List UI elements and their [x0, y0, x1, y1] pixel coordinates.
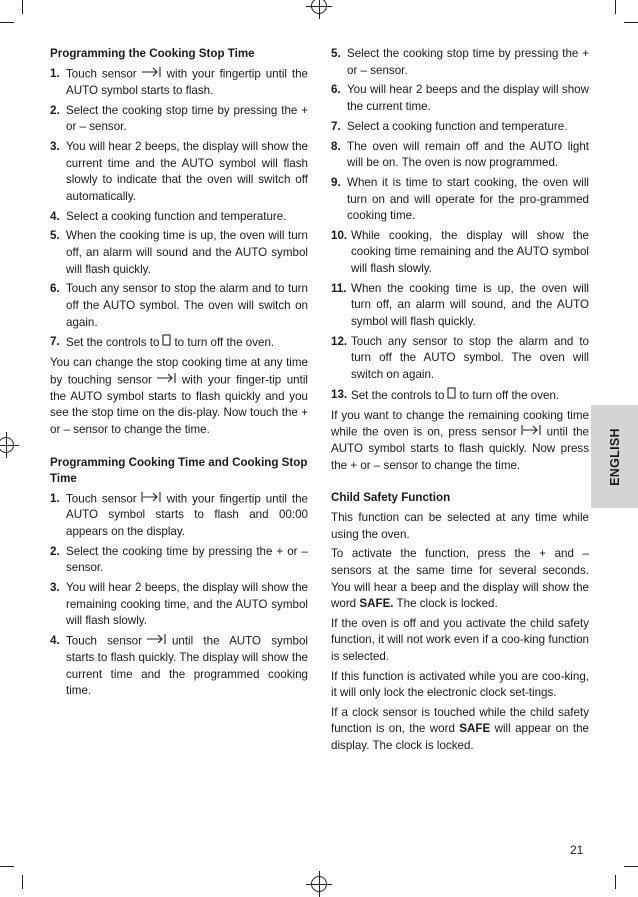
stop-time-steps — [50, 66, 308, 352]
section-heading-child-safety: Child Safety Function — [331, 491, 451, 505]
paragraph: If this function is activated while you are coo-king, it will only lock the electronic clock set-tings. — [331, 669, 589, 700]
list-item: 4. Touch sensor until the AUTO symbol starts to flash quickly. The display will show the current time and the programmed cooking time. — [50, 634, 308, 698]
list-item: 8. The oven will remain off and the AUTO light will be on. The oven is now programmed. — [331, 139, 589, 170]
crop-mark — [624, 22, 638, 23]
list-item: 1. Touch sensor with your fingertip until the AUTO symbol starts to flash. — [50, 67, 308, 97]
section-heading-cooking-time: Programming Cooking Time and Cooking Stop Time — [50, 455, 308, 485]
paragraph: To activate the function, press the + and – sensors at the same time for several seconds. You will hear a beep and the display will show the word SAFE. The clock is locked. — [331, 547, 589, 611]
crop-mark — [624, 866, 638, 867]
list-item: 7. Set the controls to to turn off the oven. — [50, 334, 308, 352]
cooking-time-steps-continued — [331, 46, 589, 404]
registration-mark — [0, 437, 14, 453]
crop-mark — [0, 22, 14, 23]
list-item: 1. Touch sensor with your fingertip until the AUTO symbol starts to flash and 00:00 appears on the display. — [50, 491, 308, 539]
list-item: 12. Touch any sensor to stop the alarm and to turn off the AUTO symbol. The oven will switch on again. — [331, 334, 589, 381]
list-item: 13. Set the controls to to turn off the oven. — [331, 387, 589, 405]
section-heading-stop-time: Programming the Cooking Stop Time — [50, 47, 255, 60]
paragraph: This function can be selected at any time while using the oven. — [331, 511, 589, 541]
list-item: 4. Select a cooking function and temperature. — [50, 209, 287, 223]
bar-arrow-bar-icon — [140, 491, 164, 508]
off-position-icon — [447, 387, 456, 405]
registration-mark — [311, 0, 327, 14]
list-item: 11. When the cooking time is up, the oven will turn off, an alarm will sound, and the AUTO symbol will flash quickly. — [331, 281, 589, 329]
list-item: 10. While cooking, the display will show the cooking time remaining and the AUTO symbol will flash slowly. — [331, 228, 589, 276]
list-item: 3. You will hear 2 beeps, the display will show the remaining cooking time, and the AUTO symbol will flash slowly. — [50, 581, 308, 628]
list-item: 2. Select the cooking stop time by pressing the + or – sensor. — [50, 103, 308, 134]
list-item: 3. You will hear 2 beeps, the display will show the current time and the AUTO symbol will flash slowly to indicate that the oven will switch off automatically. — [50, 140, 308, 203]
bar-arrow-bar-icon — [520, 424, 544, 441]
paragraph: If a clock sensor is touched while the child safety function is on, the word SAFE will appear on the display. The clock is locked. — [331, 705, 589, 753]
language-tab — [591, 405, 638, 508]
arrow-to-bar-icon — [140, 66, 164, 83]
arrow-to-bar-icon — [155, 372, 179, 389]
crop-mark — [0, 866, 14, 867]
list-item: 7. Select a cooking function and temperature. — [331, 119, 568, 133]
list-item: 5. Select the cooking stop time by pressing the + or – sensor. — [331, 47, 589, 77]
crop-mark — [22, 0, 23, 14]
crop-mark — [615, 875, 616, 889]
off-position-icon — [162, 334, 171, 352]
cooking-time-steps — [50, 491, 308, 700]
registration-mark — [311, 876, 327, 892]
arrow-to-bar-icon — [145, 633, 169, 650]
list-item: 2. Select the cooking time by pressing the + or – sensor. — [50, 544, 308, 575]
list-item: 9. When it is time to start cooking, the oven will turn on and will operate for the pro-grammed cooking time. — [331, 175, 589, 223]
crop-mark — [22, 875, 23, 889]
crop-mark — [615, 0, 616, 14]
left-column — [50, 46, 308, 703]
paragraph: If the oven is off and you activate the child safety function, it will not work even if a coo-king function is selected. — [331, 616, 589, 664]
language-tab-label: ENGLISH — [607, 427, 622, 486]
right-column — [331, 46, 589, 758]
change-remaining-time-paragraph: If you want to change the remaining cooking time while the oven is on, press sensor until the AUTO symbol starts to flash quickly. Now press the + or – sensor to change the time. — [331, 408, 589, 472]
page-number: 21 — [570, 843, 584, 857]
list-item: 6. You will hear 2 beeps and the display will show the current time. — [331, 83, 589, 113]
list-item: 5. When the cooking time is up, the oven will turn off, an alarm will sound and the AUTO symbol will flash quickly. — [50, 229, 308, 276]
change-stop-time-paragraph: You can change the stop cooking time at any time by touching sensor with your finger-tip until the AUTO symbol starts to flash quickly and you see the stop time on the dis-play. Now touch the + or – sensor to change the time. — [50, 356, 308, 436]
list-item: 6. Touch any sensor to stop the alarm and to turn off the AUTO symbol. The oven will switch on again. — [50, 282, 308, 329]
